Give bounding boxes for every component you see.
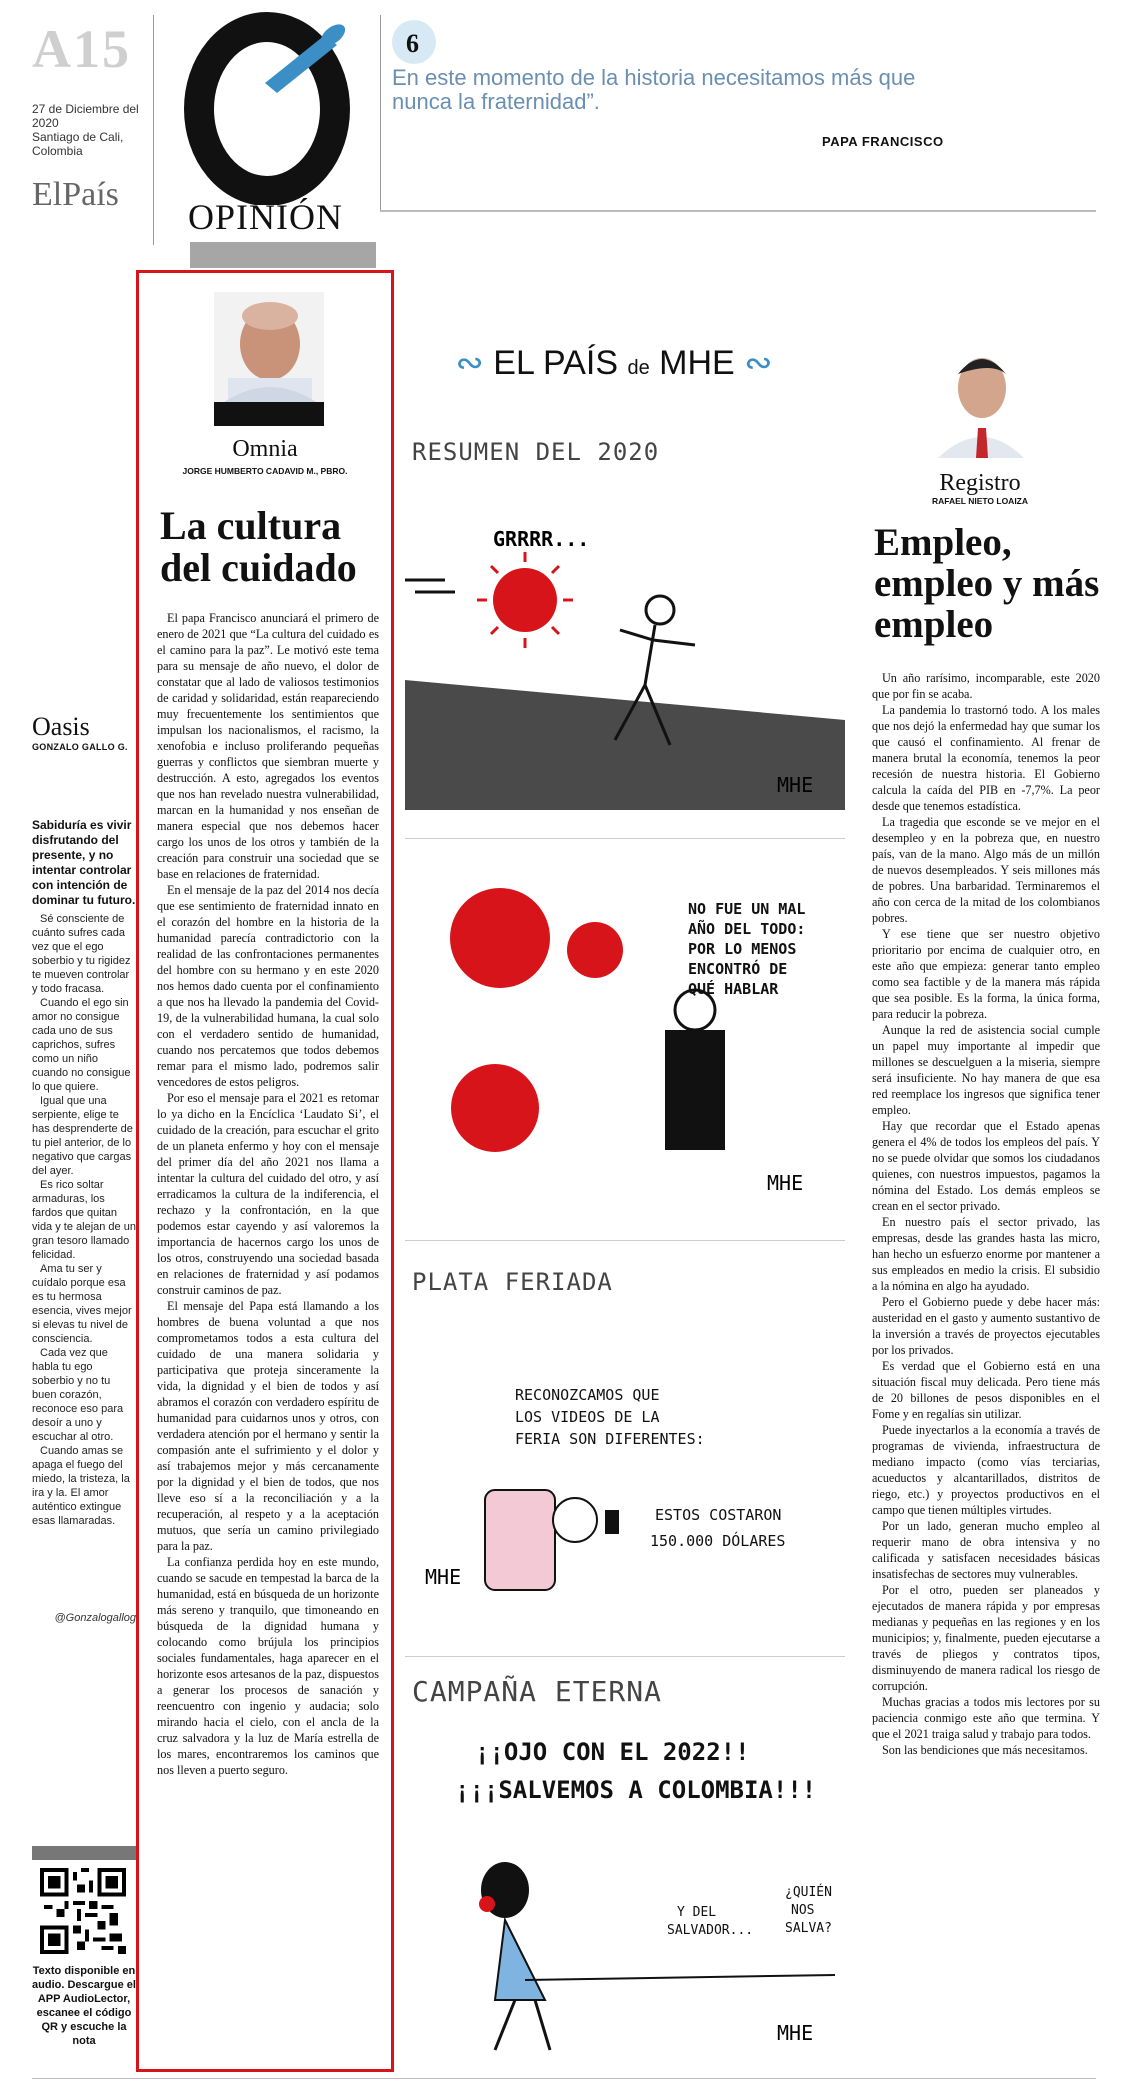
- paragraph: Sé consciente de cuánto sufres cada vez que el ego soberbio y tu rigidez te mueven controlar y todo fracasa.: [32, 913, 131, 995]
- divider: [32, 2078, 1096, 2079]
- article-body: [872, 670, 1100, 1758]
- quote-bubble-icon: [392, 20, 436, 64]
- virus-icon: [451, 1064, 539, 1152]
- virus-icon: [450, 888, 550, 988]
- cartoon-panel-2: [405, 850, 845, 1210]
- divider: [405, 1240, 845, 1241]
- paragraph: Y ese tiene que ser nuestro objetivo prioritario por encima de cualquier otro, en este año que empieza: generar tanto empleo como sea factible y de la manera más rápida que sea posible. Es la forma, la única forma, para reducir la pobreza.: [872, 927, 1100, 1021]
- qr-code-icon[interactable]: [40, 1868, 126, 1954]
- oasis-body: [32, 912, 136, 1528]
- svg-text:6: 6: [406, 29, 419, 58]
- paragraph: Aunque la red de asistencia social cumple un papel muy importante al impedir que millones se descuelguen a la miseria, siempre será insuficiente. No hay manera de que esa red reemplace los ingresos que significa tener empleo.: [872, 1023, 1100, 1117]
- wave-icon: ∾: [744, 344, 773, 382]
- section-letter: O: [165, 5, 166, 6]
- paragraph: Por un lado, generan mucho empleo al requerir mano de obra intensiva y no calificada y satisfacen necesidades básicas insatisfechas de sectores muy vulnerables.: [872, 1519, 1100, 1581]
- column-name: Registro: [939, 470, 1021, 496]
- article-headline: La cultura del cuidado: [160, 503, 357, 590]
- date-place: [32, 102, 152, 158]
- paragraph: Es verdad que el Gobierno está en una situación fiscal muy delicada. Pero tiene más de 20 billones de pesos disponibles en el Fome y en regalías sin utilizar.: [872, 1359, 1100, 1421]
- paragraph: Por eso el mensaje para el 2021 es retomar lo ya dicho en la Encíclica ‘Laudato Si’, el cuidado de la creación, para escuchar el grito de un planeta enfermo y hoy con el mensaje del primer día del año 2021 nos llama a intentar la cultura del cuidado del otro, y así erradicamos la cultura de la indiferencia, el rechazo y la confrontación, en la que podemos estar cayendo y así valoremos la importancia de hacernos cargo los unos de los otros, construyendo una sociedad basada en relaciones de fraternidad y así podamos construir caminos de paz.: [157, 1091, 379, 1297]
- panel-title: PLATA FERIADA: [412, 1268, 613, 1296]
- svg-text:NO FUE UN MAL AÑO DEL TODO: NO FUE UN MAL AÑO DEL TODO: POR LO MENOS ENCONTRÓ DE QUÉ HABLAR: [688, 900, 806, 998]
- svg-text:¿QUIÉN NOS SALVA?: ¿QUIÉN NOS SALVA?: [785, 1885, 832, 1936]
- cartoon-panel-3: [405, 1370, 845, 1650]
- svg-text:Y DEL SALVADOR...: Y DEL SALVADOR...: [667, 1905, 754, 1938]
- author-photo-rafael: [932, 340, 1030, 458]
- author-byline: JORGE HUMBERTO CADAVID M., PBRO.: [182, 466, 348, 476]
- section-logo-o: [165, 5, 405, 205]
- paragraph: Por el otro, pueden ser planeados y ejecutados de manera rápida y por empresas medianas y pequeñas en las regiones y en los municipios; y, finalmente, pueden ejecutarse a través de pliegos y contratos tipos, disminuyendo de manera radical los riesgo de corrupción.: [872, 1583, 1100, 1693]
- cartoon-panel-1: [405, 480, 845, 820]
- virus-icon: [493, 568, 557, 632]
- paragraph: Cada vez que habla tu ego soberbio y no tu buen corazón, reconoce eso para desoír a uno y escuchar al otro.: [32, 1347, 124, 1443]
- paragraph: En el mensaje de la paz del 2014 nos decía que ese sentimiento de fraternidad innato en el corazón del hombre en la historia de la humanidad parecía contradictorio con la realidad de las confrontaciones permanentes del hombre con su hermano y en este 2020 nos hemos dado cuenta por el confinamiento a que nos ha llevado la pandemia del Covid-19, de la vulnerabilidad humana, la cual solo con el verdadero sentido de humanidad, cuando nos percatemos que todos debemos remar para el mismo lado, podremos salir vencedores de estos peligros.: [157, 883, 379, 1089]
- paragraph: Ama tu ser y cuídalo porque esa es tu hermosa esencia, vives mejor si elevas tu nivel de consciencia.: [32, 1263, 132, 1345]
- author-photo-jorge: [214, 292, 324, 426]
- divider: [405, 838, 845, 839]
- column-name: Omnia: [232, 436, 298, 462]
- quote-author: PAPA FRANCISCO: [822, 134, 944, 149]
- panel-title: RESUMEN DEL 2020: [412, 438, 660, 466]
- cartoon-title-de: de: [627, 357, 650, 379]
- cartoon-title-right: MHE: [659, 344, 735, 382]
- oasis-author: GONZALO GALLO G.: [32, 742, 128, 752]
- divider: [380, 15, 381, 210]
- paragraph: El mensaje del Papa está llamando a los hombres de buena voluntad a que nos comprometamos todos a esta cultura del cuidado de una manera solidaria y participativa que proteja sinceramente la vida, la dignidad y el bien de todos y así abramos el corazón con verdadero espíritu de humanidad para cuidarnos unos y otros, con verdadera atención por el hermano y sentir la compasión ante el sufrimiento y el dolor y así trabajemos mejor y más cercanamente por la dignidad y el bien de todos, que nos lleve eso sí a la reconciliación y a la recuperación, al respeto y a la aceptación mutuos, que sería un camino privilegiado para la paz.: [157, 1299, 379, 1553]
- divider: [153, 15, 154, 245]
- paragraph: Igual que una serpiente, elige te has desprenderte de tu piel anterior, de lo negativo que cargas del ayer.: [32, 1095, 133, 1177]
- author-byline: RAFAEL NIETO LOAIZA: [931, 496, 1029, 506]
- article-body: [157, 610, 379, 1778]
- cartoon-title-left: EL PAÍS: [493, 344, 618, 382]
- virus-icon: [567, 922, 623, 978]
- paragraph: Pero el Gobierno puede y debe hacer más: austeridad en el gasto y aumento sustantivo de la inversión a través de proyectos ejecutables por los privados.: [872, 1295, 1100, 1357]
- divider: [380, 210, 1096, 212]
- wave-icon: ∾: [455, 344, 494, 382]
- section-bar: [190, 242, 376, 268]
- paragraph: Cuando amas se apaga el fuego del miedo, la tristeza, la ira y la. El amor auténtico extingue esas llamaradas.: [32, 1445, 130, 1527]
- panel-title: CAMPAÑA ETERNA: [412, 1675, 663, 1708]
- sound-effect: GRRRR...: [493, 527, 590, 551]
- cartoon-panel-4: [405, 1720, 845, 2060]
- paragraph: La confianza perdida hoy en este mundo, cuando se sacude en tempestad la barca de la humanidad, está en búsqueda de un horizonte más sereno y tranquilo, que timoneando en búsqueda de la dignidad humana y colocando como brújula los principios sociales fundamentales, haga aparecer en el horizonte esos artesanos de la paz, dispuestos a generar los procesos de sanación y reencuentro con ingenio y audacia; solo mirando hacia el cielo, con el ancla de la cruz salvadora y la luz de María estrella de los mares, encontraremos los caminos que nos lleven a puerto seguro.: [157, 1555, 379, 1777]
- signature: MHE: [425, 1565, 462, 1589]
- paragraph: Un año rarísimo, incomparable, este 2020 que por fin se acaba.: [872, 671, 1100, 701]
- article-headline: Empleo, empleo y más empleo: [874, 521, 1100, 646]
- svg-text:ESTOS COSTARON 150.000 DÓL: ESTOS COSTARON 150.000 DÓLARES: [650, 1506, 786, 1550]
- svg-text:RECONOZCAMOS QUE LOS VIDEO: RECONOZCAMOS QUE LOS VIDEOS DE LA FERIA SON DIFERENTES:: [515, 1386, 705, 1448]
- date: 27 de Diciembre del 2020: [32, 102, 139, 130]
- pull-quote: En este momento de la historia necesitamos más que nunca la fraternidad”.: [392, 65, 916, 114]
- oasis-title: Oasis: [32, 712, 90, 741]
- paragraph: Hay que recordar que el Estado apenas genera el 4% de todos los empleos del país. Y no se puede olvidar que somos los ciudadanos quienes, con nuestros impuestos, pagamos la nómina del Estado. Los demás empleos se crean en el sector privado.: [872, 1119, 1100, 1213]
- svg-text:¡¡OJO CON EL 2022!! ¡¡¡SAL: ¡¡OJO CON EL 2022!! ¡¡¡SALVEMOS A COLOMBIA!!!: [455, 1738, 817, 1804]
- signature: MHE: [777, 2021, 814, 2045]
- newspaper-logo: ElPaís: [32, 176, 119, 213]
- paragraph: Es rico soltar armaduras, los fardos que quitan vida y te alejan de un gran tesoro llamado felicidad.: [32, 1179, 136, 1261]
- signature: MHE: [767, 1171, 804, 1195]
- page-number: A15: [32, 19, 131, 79]
- paragraph: Cuando el ego sin amor no consigue cada uno de sus caprichos, sufres como un niño cuando no consigue lo que quiere.: [32, 997, 131, 1093]
- oasis-lead: Sabiduría es vivir disfrutando del presente, y no intentar controlar con intención de dominar tu futuro.: [32, 818, 136, 907]
- paragraph: La tragedia que esconde se ve mejor en el desempleo y en la pobreza que, en nuestro país, van de la mano. Algo más de un millón de nuevos desempleados. Y seis millones más de pobres. Una barbaridad. Terminaremos el año con cerca de la mitad de los colombianos pobres.: [872, 815, 1100, 925]
- cartoon-title: [455, 343, 773, 383]
- paragraph: Son las bendiciones que más necesitamos.: [882, 1743, 1088, 1757]
- divider: [405, 1656, 845, 1657]
- signature: MHE: [777, 773, 814, 797]
- paragraph: Muchas gracias a todos mis lectores por su paciencia conmigo este año que termina. Y que el 2021 traiga salud y trabajo para todos.: [872, 1695, 1100, 1741]
- paragraph: El papa Francisco anunciará el primero de enero de 2021 que “La cultura del cuidado es el camino para la paz”. Le motivó este tema para su mensaje de año nuevo, el dolor de constatar que al lado de valiosos testimonios de caridad y solidaridad, están reapareciendo muy frecuentemente los sentimientos que impulsan los nacionalismos, el racismo, la xenofobia e incluso proliferando pequeñas guerras y conflictos que siembran muerte y destrucción. A esto, agregados los eventos que nos han revelado nuestra vulnerabilidad, marcan en la humanidad y nos enseñan de manera especial que nos debemos hacer cargo los unos de los otros y también de la creación para construir una sociedad que se base en relaciones de fraternidad.: [157, 611, 379, 881]
- place: Santiago de Cali, Colombia: [32, 130, 124, 158]
- oasis-handle: @Gonzalogallog: [54, 1612, 136, 1624]
- paragraph: La pandemia lo trastornó todo. A los males que nos dejó la enfermedad hay que sumar los que causó el confinamiento. Al frenar de manera brutal la economía, tenemos la peor recesión de nuestra historia. El Gobierno calcula la caída del PIB en -7,7%. La peor desde que tenemos estadística.: [872, 703, 1100, 813]
- section-title: OPINIÓN: [188, 197, 343, 237]
- paragraph: En nuestro país el sector privado, las empresas, desde las grandes hasta las micro, han hecho un esfuerzo enorme por mantener a sus empleados en medio la crisis. El subsidio a la nómina en algo ha ayudado.: [872, 1215, 1100, 1293]
- section-bar: [32, 1846, 136, 1860]
- audio-note: Texto disponible en audio. Descargue el APP AudioLector, escanee el código QR y escuche la nota: [32, 1965, 136, 2047]
- paragraph: Puede inyectarlos a la economía a través de programas de vivienda, infraestructura de mediano impacto (como vías terciarias, acueductos y alcantarillados, distritos de riego, etc.) y proyectos productivos en el campo que tienen múltiples virtudes.: [872, 1423, 1100, 1517]
